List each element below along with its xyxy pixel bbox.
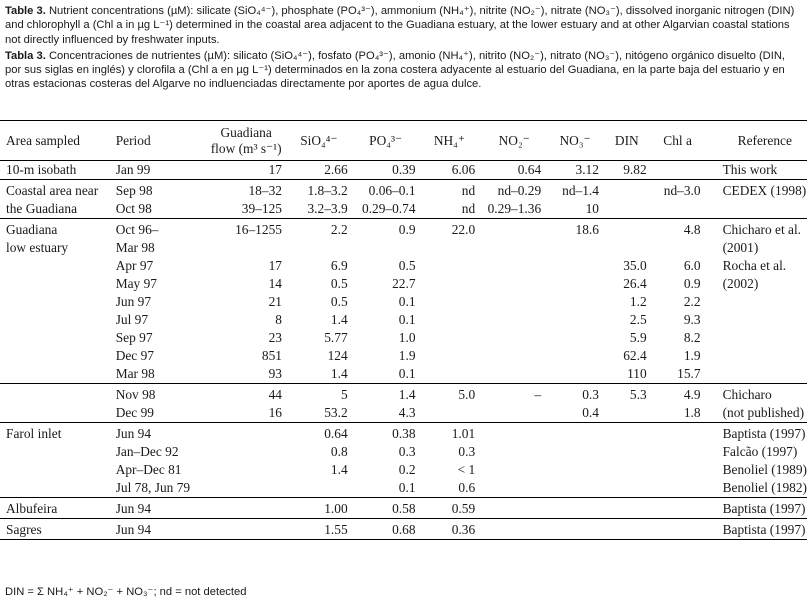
table-row <box>0 161 807 180</box>
cell-po4: 0.38 <box>392 426 416 441</box>
caption-en-text: Nutrient concentrations (µM): silicate (SiO₄⁴⁻), phosphate (PO₄³⁻), ammonium (NH₄⁺), nitrite (NO₂⁻), nitrate (NO₃⁻), dissolved inorganic nitrogen (DIN) and chlorophyll a (Chl a in µg L⁻¹) determined in the coastal area adjacent to the Guadiana estuary, at the lower estuary and at other Algarvian coastal stations not directly influenced by freshwater inputs. <box>5 5 795 46</box>
cell-nh4: 0.3 <box>458 444 476 459</box>
cell-chl: nd–3.0 <box>663 183 701 198</box>
cell-sio4: 2.66 <box>290 161 356 180</box>
cell-sio4: 1.00 <box>290 498 356 519</box>
cell-area <box>0 275 116 293</box>
cell-flow: 17 <box>210 161 290 180</box>
cell-flow: 44 <box>268 387 282 402</box>
cell-period: Mar 98 <box>116 365 211 384</box>
cell-ref: Baptista (1997) <box>709 519 807 540</box>
cell-no3 <box>551 239 607 257</box>
cell-no2 <box>487 443 551 461</box>
cell-ref: Baptista (1997) <box>722 426 806 441</box>
table-row <box>0 257 807 275</box>
cell-no3 <box>551 257 607 275</box>
cell-no3 <box>551 461 607 479</box>
table-caption <box>0 0 805 92</box>
cell-sio4: 1.4 <box>330 312 348 327</box>
cell-area <box>0 479 116 498</box>
table-row <box>0 200 807 219</box>
table-row <box>0 461 807 479</box>
cell-ref <box>709 200 807 219</box>
cell-no2 <box>487 275 551 293</box>
table-row <box>0 443 807 461</box>
cell-chl <box>655 443 709 461</box>
table-row <box>0 384 807 405</box>
cell-ref: Baptista (1997) <box>709 498 807 519</box>
cell-no2 <box>487 219 551 240</box>
cell-flow <box>210 498 290 519</box>
header-sio4: SiO₄⁴⁻ <box>290 122 356 161</box>
cell-chl <box>655 519 709 540</box>
cell-flow: 93 <box>210 365 290 384</box>
cell-ref: Benoliel (1982) <box>709 479 807 498</box>
cell-flow <box>210 519 290 540</box>
cell-sio4: 3.2–3.9 <box>290 200 356 219</box>
cell-area <box>0 365 116 384</box>
cell-po4 <box>356 239 424 257</box>
cell-po4: 0.9 <box>398 222 416 237</box>
cell-din: 1.2 <box>629 294 647 309</box>
cell-din: 35.0 <box>623 258 647 273</box>
cell-chl <box>655 200 709 219</box>
cell-din <box>607 498 655 519</box>
cell-po4: 0.1 <box>356 479 424 498</box>
cell-chl <box>655 423 709 444</box>
cell-period: Apr–Dec 81 <box>115 462 182 477</box>
cell-area: Sagres <box>0 519 116 540</box>
table-row <box>0 311 807 329</box>
cell-no3 <box>551 275 607 293</box>
cell-period: Dec 99 <box>116 404 211 423</box>
cell-no2: – <box>534 387 542 402</box>
cell-chl <box>655 461 709 479</box>
cell-nh4: nd <box>461 183 476 198</box>
table-row <box>0 219 807 240</box>
cell-no3 <box>551 443 607 461</box>
cell-din: 2.5 <box>629 312 647 327</box>
table-row <box>0 347 807 365</box>
cell-din <box>607 519 655 540</box>
cell-nh4: 6.06 <box>424 161 488 180</box>
cell-chl: 9.3 <box>683 312 701 327</box>
table-row <box>0 404 807 423</box>
cell-period: Jun 94 <box>116 519 211 540</box>
cell-flow <box>210 443 290 461</box>
cell-no2 <box>487 461 551 479</box>
cell-po4: 0.3 <box>398 444 416 459</box>
cell-chl: 4.9 <box>683 387 701 402</box>
cell-ref: Rocha et al. <box>722 258 787 273</box>
cell-chl: 0.9 <box>683 276 701 291</box>
cell-flow <box>210 479 290 498</box>
cell-din: 110 <box>607 365 655 384</box>
cell-ref: (2001) <box>722 240 759 255</box>
cell-period: Jun 97 <box>115 294 152 309</box>
nutrient-table <box>0 122 807 540</box>
cell-no3 <box>551 329 607 347</box>
header-chl: Chl a <box>655 122 709 161</box>
cell-ref: Falcão (1997) <box>722 444 798 459</box>
cell-nh4 <box>424 347 488 365</box>
table-row <box>0 180 807 201</box>
header-po4: PO₄³⁻ <box>356 122 424 161</box>
cell-no2: 0.64 <box>487 161 551 180</box>
cell-ref: (not published) <box>709 404 807 423</box>
cell-no3: 3.12 <box>551 161 607 180</box>
cell-sio4 <box>290 239 356 257</box>
cell-po4: 4.3 <box>356 404 424 423</box>
cell-flow <box>210 461 290 479</box>
cell-period: Jan 99 <box>116 161 211 180</box>
cell-no3: 18.6 <box>575 222 599 237</box>
cell-po4: 0.1 <box>398 294 416 309</box>
cell-no2 <box>487 257 551 275</box>
cell-sio4: 5 <box>340 387 348 402</box>
cell-area <box>0 461 116 479</box>
cell-flow: 16 <box>210 404 290 423</box>
table-row <box>0 479 807 498</box>
cell-nh4 <box>424 404 488 423</box>
cell-chl: 6.0 <box>683 258 701 273</box>
cell-nh4 <box>424 311 488 329</box>
cell-nh4: 22.0 <box>451 222 476 237</box>
cell-period: Jun 94 <box>116 498 211 519</box>
cell-din: 5.9 <box>629 330 647 345</box>
cell-sio4: 0.64 <box>324 426 348 441</box>
cell-chl: 1.8 <box>655 404 709 423</box>
cell-flow: 21 <box>268 294 282 309</box>
cell-din <box>607 200 655 219</box>
cell-area: low estuary <box>6 240 69 255</box>
cell-no3 <box>551 311 607 329</box>
cell-din <box>607 479 655 498</box>
cell-ref <box>709 293 807 311</box>
cell-ref <box>709 329 807 347</box>
cell-ref: This work <box>709 161 807 180</box>
cell-po4: 0.39 <box>356 161 424 180</box>
cell-chl: 2.2 <box>683 294 701 309</box>
cell-sio4: 0.8 <box>330 444 348 459</box>
table-row <box>0 423 807 444</box>
table-row <box>0 293 807 311</box>
cell-nh4: 0.36 <box>424 519 488 540</box>
cell-period: Mar 98 <box>115 240 155 255</box>
table-header-row <box>0 122 807 161</box>
cell-ref <box>709 365 807 384</box>
table-row <box>0 239 807 257</box>
cell-ref: Chicharo <box>722 387 772 402</box>
cell-din <box>607 180 655 201</box>
cell-area: the Guadiana <box>0 200 116 219</box>
table-footnote: DIN = Σ NH₄⁺ + NO₂⁻ + NO₃⁻; nd = not detected <box>5 586 247 598</box>
cell-chl: 15.7 <box>655 365 709 384</box>
cell-flow <box>210 423 290 444</box>
cell-po4: 0.1 <box>356 365 424 384</box>
cell-no3 <box>551 423 607 444</box>
cell-flow: 17 <box>268 258 282 273</box>
cell-ref: (2002) <box>722 276 759 291</box>
cell-po4: 1.0 <box>398 330 416 345</box>
cell-flow: 851 <box>261 348 282 363</box>
cell-no2: nd–0.29 <box>497 183 542 198</box>
cell-no3 <box>551 347 607 365</box>
caption-spanish <box>5 49 801 92</box>
cell-no2 <box>487 365 551 384</box>
cell-no3 <box>551 479 607 498</box>
cell-flow: 18–32 <box>248 183 282 198</box>
cell-chl: 4.8 <box>683 222 701 237</box>
caption-english <box>5 4 801 47</box>
cell-din <box>607 219 655 240</box>
table-body <box>0 122 807 540</box>
table-row <box>0 329 807 347</box>
cell-period: Apr 97 <box>115 258 154 273</box>
caption-en-label: Table 3. <box>5 5 46 17</box>
cell-nh4: 0.59 <box>424 498 488 519</box>
cell-area: Guadiana <box>6 222 58 237</box>
cell-ref: Chicharo et al. <box>722 222 802 237</box>
cell-period: Sep 97 <box>115 330 153 345</box>
cell-no2 <box>487 404 551 423</box>
cell-period: Sep 98 <box>115 183 153 198</box>
cell-sio4: 53.2 <box>290 404 356 423</box>
cell-din <box>607 239 655 257</box>
cell-no3: 0.3 <box>582 387 599 402</box>
cell-chl <box>655 239 709 257</box>
cell-no2 <box>487 329 551 347</box>
cell-no2: 0.29–1.36 <box>487 200 551 219</box>
cell-period: Nov 98 <box>115 387 156 402</box>
cell-sio4: 1.4 <box>330 462 348 477</box>
cell-period: Jun 94 <box>115 426 152 441</box>
cell-chl <box>655 498 709 519</box>
cell-no2 <box>487 311 551 329</box>
cell-flow: 14 <box>268 276 282 291</box>
table-row <box>0 519 807 540</box>
cell-nh4: 5.0 <box>458 387 476 402</box>
table-top-rule <box>0 120 807 121</box>
cell-area <box>0 347 116 365</box>
table-row <box>0 365 807 384</box>
cell-no3 <box>551 519 607 540</box>
cell-nh4 <box>424 275 488 293</box>
cell-po4: 1.9 <box>398 348 416 363</box>
cell-area <box>0 329 116 347</box>
cell-period: May 97 <box>115 276 157 291</box>
cell-po4: 0.5 <box>398 258 416 273</box>
cell-po4: 0.58 <box>356 498 424 519</box>
cell-no2 <box>487 479 551 498</box>
cell-sio4: 5.77 <box>324 330 348 345</box>
cell-period: Oct 96– <box>115 222 159 237</box>
cell-flow: 39–125 <box>210 200 290 219</box>
cell-din <box>607 423 655 444</box>
cell-po4: 0.06–0.1 <box>368 183 416 198</box>
header-din: DIN <box>607 122 655 161</box>
cell-no3: 10 <box>551 200 607 219</box>
cell-sio4: 124 <box>327 348 348 363</box>
cell-area: Albufeira <box>0 498 116 519</box>
cell-no2 <box>487 293 551 311</box>
cell-chl <box>655 161 709 180</box>
table-row <box>0 498 807 519</box>
cell-nh4: 0.6 <box>424 479 488 498</box>
cell-area <box>0 443 116 461</box>
cell-area: 10-m isobath <box>0 161 116 180</box>
cell-flow: 23 <box>268 330 282 345</box>
cell-period: Jul 78, Jun 79 <box>116 479 211 498</box>
header-period: Period <box>116 122 211 161</box>
cell-sio4: 1.55 <box>290 519 356 540</box>
cell-no3: 0.4 <box>551 404 607 423</box>
header-no3: NO₃⁻ <box>551 122 607 161</box>
cell-nh4: < 1 <box>457 462 476 477</box>
cell-po4: 0.1 <box>398 312 416 327</box>
cell-sio4: 6.9 <box>330 258 348 273</box>
cell-no2 <box>487 347 551 365</box>
cell-chl: 8.2 <box>683 330 701 345</box>
cell-din: 9.82 <box>607 161 655 180</box>
cell-flow <box>210 239 290 257</box>
cell-period: Dec 97 <box>115 348 154 363</box>
cell-flow: 16–1255 <box>235 222 282 237</box>
cell-period: Jan–Dec 92 <box>115 444 179 459</box>
header-no2: NO₂⁻ <box>487 122 551 161</box>
cell-po4: 0.29–0.74 <box>356 200 424 219</box>
cell-din <box>607 443 655 461</box>
cell-po4: 1.4 <box>398 387 416 402</box>
cell-no2 <box>487 239 551 257</box>
header-flow: Guadiana flow (m³ s⁻¹) <box>210 122 290 161</box>
cell-sio4: 1.4 <box>290 365 356 384</box>
cell-no3 <box>551 498 607 519</box>
cell-area <box>0 384 116 405</box>
caption-es-label: Tabla 3. <box>5 49 46 62</box>
cell-nh4 <box>424 257 488 275</box>
cell-ref: CEDEX (1998) <box>722 183 807 198</box>
cell-no3: nd–1.4 <box>562 183 599 198</box>
cell-flow: 8 <box>275 312 282 327</box>
cell-no2 <box>487 519 551 540</box>
cell-nh4 <box>424 329 488 347</box>
cell-din: 5.3 <box>629 387 647 402</box>
cell-no3 <box>551 365 607 384</box>
cell-nh4: nd <box>424 200 488 219</box>
header-nh4: NH₄⁺ <box>424 122 488 161</box>
cell-nh4: 1.01 <box>451 426 476 441</box>
header-area: Area sampled <box>0 122 116 161</box>
cell-din: 62.4 <box>623 348 647 363</box>
cell-po4: 0.2 <box>398 462 416 477</box>
cell-nh4 <box>424 239 488 257</box>
cell-po4: 22.7 <box>392 276 416 291</box>
cell-period: Jul 97 <box>115 312 149 327</box>
header-reference: Reference <box>709 122 807 161</box>
cell-area <box>0 293 116 311</box>
cell-sio4: 0.5 <box>330 276 348 291</box>
cell-po4: 0.68 <box>356 519 424 540</box>
caption-es-text: Concentraciones de nutrientes (µM): silicato (SiO₄⁴⁻), fosfato (PO₄³⁻), amonio (NH₄⁺), nitrito (NO₂⁻), nitrato (NO₃⁻), nitógeno orgánico disuelto (DIN, por sus siglas en inglés) y clorofila a (Chl a en µg L⁻¹) determinados en la zona costera adyacente al estuario del Guadiana, en la parte baja del estuario y en otras estacionas costeras del Algarve no indluenciadas directamente por aportes de agua dulce. <box>5 49 786 91</box>
cell-area: Coastal area near <box>6 183 99 198</box>
cell-no2 <box>487 498 551 519</box>
cell-ref <box>709 311 807 329</box>
cell-sio4: 0.5 <box>330 294 348 309</box>
cell-chl <box>655 479 709 498</box>
cell-din: 26.4 <box>623 276 647 291</box>
cell-din <box>607 404 655 423</box>
cell-sio4: 2.2 <box>330 222 348 237</box>
cell-area <box>0 404 116 423</box>
cell-nh4 <box>424 293 488 311</box>
cell-sio4 <box>290 479 356 498</box>
cell-sio4: 1.8–3.2 <box>307 183 348 198</box>
cell-ref: Benoliel (1989) <box>722 462 807 477</box>
cell-period: Oct 98 <box>116 200 211 219</box>
cell-no2 <box>487 423 551 444</box>
cell-area <box>0 257 116 275</box>
cell-ref <box>709 347 807 365</box>
cell-nh4 <box>424 365 488 384</box>
cell-din <box>607 461 655 479</box>
cell-area: Farol inlet <box>6 426 62 441</box>
cell-no3 <box>551 293 607 311</box>
cell-chl: 1.9 <box>683 348 701 363</box>
cell-area <box>0 311 116 329</box>
table-row <box>0 275 807 293</box>
